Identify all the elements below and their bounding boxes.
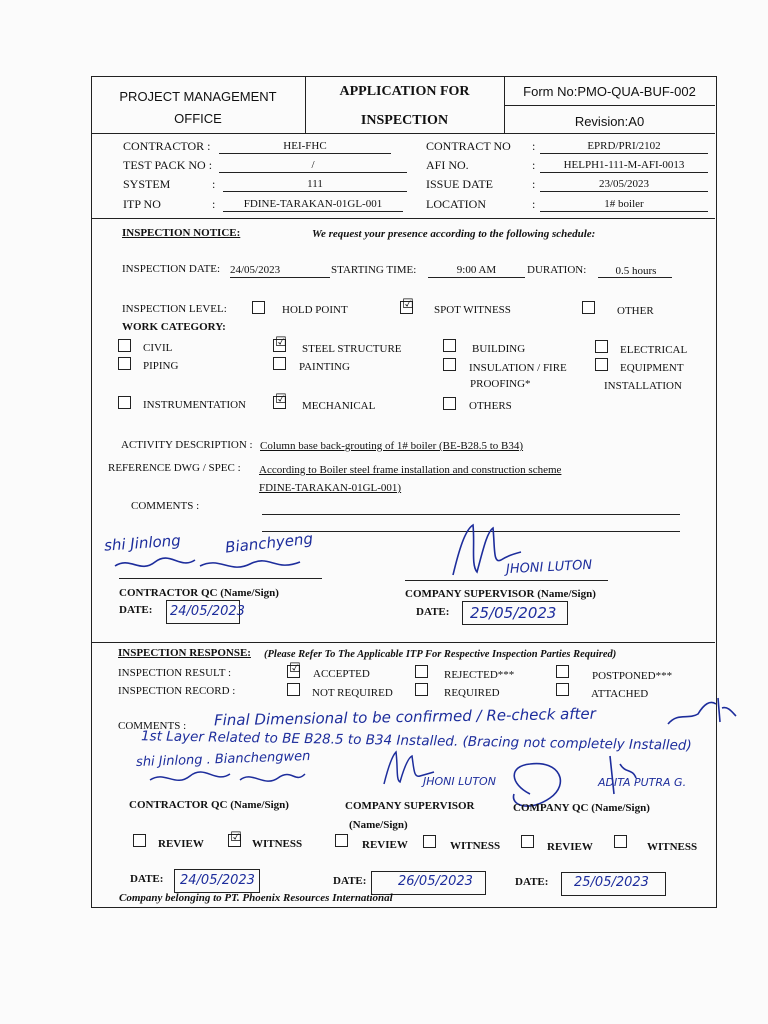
header-revision-line — [504, 105, 715, 106]
insulation-label-1: INSULATION / FIRE — [469, 362, 567, 374]
inspection-level-label: INSPECTION LEVEL: — [122, 303, 227, 315]
system-label: SYSTEM — [123, 177, 171, 191]
reference-label: REFERENCE DWG / SPEC : — [108, 462, 241, 474]
activity-value: Column base back-grouting of 1# boiler (BE-B28.5 to B34) — [260, 440, 524, 452]
hw-contractor-name-1: shi Jinlong — [103, 531, 182, 555]
itp-value: FDINE-TARAKAN-01GL-001 — [243, 198, 383, 210]
rejected-label: REJECTED*** — [444, 669, 515, 681]
hw-contractor-name-2: Bianchyeng — [224, 529, 314, 557]
required-label: REQUIRED — [444, 687, 500, 699]
not-required-label: NOT REQUIRED — [312, 687, 393, 699]
afi-value: HELPH1-111-M-AFI-0013 — [563, 159, 685, 171]
attached-checkbox[interactable] — [556, 683, 569, 696]
civil-label: CIVIL — [143, 342, 173, 354]
footer-company: Company belonging to PT. Phoenix Resources International — [119, 892, 393, 904]
response-date-label-3: DATE: — [515, 876, 549, 888]
contractor-line — [219, 153, 391, 154]
system-colon: : — [212, 177, 216, 191]
contractor-value: HEI-FHC — [283, 140, 327, 152]
supervisor-witness-label: WITNESS — [450, 840, 501, 852]
accepted-label: ACCEPTED — [313, 668, 370, 680]
company-supervisor-name-sign: (Name/Sign) — [349, 819, 408, 831]
hw-supervisor-name-1: JHONI LUTON — [505, 557, 593, 578]
hw-response-date-1: 24/05/2023 — [180, 873, 255, 888]
company-supervisor-label-1: COMPANY SUPERVISOR (Name/Sign) — [405, 588, 596, 600]
qc-witness-label: WITNESS — [647, 841, 698, 853]
spot-witness-check-icon: ☑ — [402, 297, 414, 312]
starting-time-value: 9:00 AM — [456, 264, 497, 276]
result-label: INSPECTION RESULT : — [118, 667, 232, 679]
qc-witness-checkbox[interactable] — [614, 835, 627, 848]
duration-label: DURATION: — [527, 264, 587, 276]
comments-line-1 — [262, 514, 680, 515]
supervisor-review-label: REVIEW — [362, 839, 408, 851]
other-level-checkbox[interactable] — [582, 301, 595, 314]
header-title-line1: APPLICATION FOR — [339, 84, 470, 99]
supervisor-review-checkbox[interactable] — [335, 834, 348, 847]
other-level-label: OTHER — [617, 305, 654, 317]
comments-label-1: COMMENTS : — [131, 500, 200, 512]
section-divider-2 — [91, 642, 715, 643]
test-pack-line — [219, 172, 407, 173]
company-qc-label: COMPANY QC (Name/Sign) — [513, 802, 650, 814]
header-title-line2: INSPECTION — [360, 113, 449, 128]
test-pack-label: TEST PACK NO : — [123, 158, 213, 172]
contract-line — [540, 153, 708, 154]
required-checkbox[interactable] — [415, 683, 428, 696]
insulation-checkbox[interactable] — [443, 358, 456, 371]
contract-value: EPRD/PRI/2102 — [587, 140, 661, 152]
starting-time-label: STARTING TIME: — [331, 264, 417, 276]
date-label-2: DATE: — [416, 606, 450, 618]
civil-checkbox[interactable] — [118, 339, 131, 352]
response-date-label-2: DATE: — [333, 875, 367, 887]
contractor-qc-label-1: CONTRACTOR QC (Name/Sign) — [119, 587, 279, 599]
contractor-review-checkbox[interactable] — [133, 834, 146, 847]
contractor-witness-checkbox[interactable] — [228, 830, 242, 847]
electrical-label: ELECTRICAL — [620, 344, 688, 356]
electrical-checkbox[interactable] — [595, 340, 608, 353]
response-date-label-1: DATE: — [130, 873, 164, 885]
afi-colon: : — [532, 158, 536, 172]
steel-structure-check-icon: ☑ — [275, 335, 287, 350]
header-pmo-line2: OFFICE — [174, 111, 222, 126]
painting-label: PAINTING — [299, 361, 350, 373]
company-supervisor-line-1 — [405, 580, 608, 581]
hw-response-names: shi Jinlong . Bianchengwen — [135, 748, 311, 771]
reference-value-1: According to Boiler steel frame installation and construction scheme — [259, 464, 562, 476]
postponed-label: POSTPONED*** — [592, 670, 673, 682]
equipment-label-2: INSTALLATION — [604, 380, 682, 392]
afi-line — [540, 172, 708, 173]
instrumentation-checkbox[interactable] — [118, 396, 131, 409]
hold-point-checkbox[interactable] — [252, 301, 265, 314]
spot-witness-label: SPOT WITNESS — [434, 304, 511, 316]
section-divider-1 — [91, 218, 715, 219]
company-supervisor-label-2: COMPANY SUPERVISOR — [345, 800, 475, 812]
duration-line — [598, 277, 672, 278]
issue-date-value: 23/05/2023 — [598, 178, 650, 190]
equipment-label-1: EQUIPMENT — [620, 362, 684, 374]
test-pack-value: / — [311, 159, 315, 171]
inspection-date-line — [230, 277, 330, 278]
itp-line — [223, 211, 403, 212]
hw-date-1: 24/05/2023 — [170, 604, 245, 619]
work-category-label: WORK CATEGORY: — [122, 321, 226, 333]
issue-date-line — [540, 191, 708, 192]
notice-request: We request your presence according to the following schedule: — [312, 228, 596, 240]
mechanical-checkbox[interactable] — [273, 392, 287, 409]
itp-label: ITP NO — [123, 197, 161, 211]
issue-date-label: ISSUE DATE — [426, 177, 494, 191]
contractor-qc-label-2: CONTRACTOR QC (Name/Sign) — [129, 799, 289, 811]
contractor-qc-line-1 — [119, 578, 322, 579]
attached-label: ATTACHED — [591, 688, 649, 700]
spot-witness-checkbox[interactable] — [400, 297, 414, 314]
contract-label: CONTRACT NO — [426, 139, 511, 153]
piping-label: PIPING — [143, 360, 179, 372]
record-label: INSPECTION RECORD : — [118, 685, 236, 697]
postponed-checkbox[interactable] — [556, 665, 569, 678]
location-line — [540, 211, 708, 212]
activity-label: ACTIVITY DESCRIPTION : — [121, 439, 253, 451]
contractor-signature-2 — [140, 768, 310, 792]
mechanical-label: MECHANICAL — [302, 400, 376, 412]
afi-label: AFI NO. — [426, 158, 469, 172]
location-label: LOCATION — [426, 197, 486, 211]
hw-company-qc-name: ADITA PUTRA G. — [598, 776, 687, 789]
hw-response-date-2: 26/05/2023 — [398, 874, 473, 889]
comments-label-2: COMMENTS : — [118, 720, 187, 732]
date-label-1: DATE: — [119, 604, 153, 616]
hold-point-label: HOLD POINT — [282, 304, 348, 316]
painting-checkbox[interactable] — [273, 357, 286, 370]
qc-review-label: REVIEW — [547, 841, 593, 853]
header-form-no: Form No:PMO-QUA-BUF-002 — [523, 84, 696, 99]
contractor-witness-label: WITNESS — [252, 838, 303, 850]
hw-supervisor-name-2: JHONI LUTON — [423, 775, 496, 788]
mechanical-check-icon: ☑ — [275, 392, 287, 407]
hw-response-date-3: 25/05/2023 — [574, 875, 649, 890]
accepted-checkbox[interactable] — [287, 661, 301, 678]
response-note: (Please Refer To The Applicable ITP For Respective Inspection Parties Required) — [264, 649, 617, 660]
contractor-witness-check-icon: ☑ — [230, 830, 242, 845]
reference-value-2: FDINE-TARAKAN-01GL-001) — [259, 482, 402, 494]
building-label: BUILDING — [472, 343, 526, 355]
qc-review-checkbox[interactable] — [521, 835, 534, 848]
notice-heading: INSPECTION NOTICE: — [122, 227, 241, 239]
header-revision: Revision:A0 — [574, 114, 645, 129]
not-required-checkbox[interactable] — [287, 683, 300, 696]
itp-colon: : — [212, 197, 216, 211]
location-value: 1# boiler — [604, 198, 644, 210]
others-label: OTHERS — [469, 400, 512, 412]
steel-structure-label: STEEL STRUCTURE — [302, 343, 402, 355]
insulation-label-2: PROOFING* — [470, 378, 531, 390]
piping-checkbox[interactable] — [118, 357, 131, 370]
building-checkbox[interactable] — [443, 339, 456, 352]
inspection-date-value: 24/05/2023 — [230, 264, 281, 276]
contract-colon: : — [532, 139, 536, 153]
hw-date-2: 25/05/2023 — [470, 604, 557, 622]
issue-date-colon: : — [532, 177, 536, 191]
inspection-date-label: INSPECTION DATE: — [122, 263, 221, 275]
contractor-review-label: REVIEW — [158, 838, 204, 850]
hw-response-comment-1: Final Dimensional to be confirmed / Re-check after — [213, 704, 597, 730]
supervisor-witness-checkbox[interactable] — [423, 835, 436, 848]
location-colon: : — [532, 197, 536, 211]
header-pmo-line1: PROJECT MANAGEMENT — [119, 89, 277, 104]
steel-structure-checkbox[interactable] — [273, 335, 287, 352]
duration-value: 0.5 hours — [615, 265, 657, 277]
others-checkbox[interactable] — [443, 397, 456, 410]
response-heading: INSPECTION RESPONSE: — [118, 647, 251, 659]
equipment-checkbox[interactable] — [595, 358, 608, 371]
contractor-label: CONTRACTOR : — [123, 139, 211, 153]
inspector-initial-signature — [658, 694, 738, 734]
system-line — [223, 191, 407, 192]
system-value: 111 — [307, 178, 323, 190]
instrumentation-label: INSTRUMENTATION — [143, 399, 247, 411]
starting-time-line — [428, 277, 525, 278]
rejected-checkbox[interactable] — [415, 665, 428, 678]
accepted-check-icon: ☑ — [289, 661, 301, 676]
hw-response-comment-2: 1st Layer Related to BE B28.5 to B34 Installed. (Bracing not completely Installed) — [140, 728, 692, 754]
